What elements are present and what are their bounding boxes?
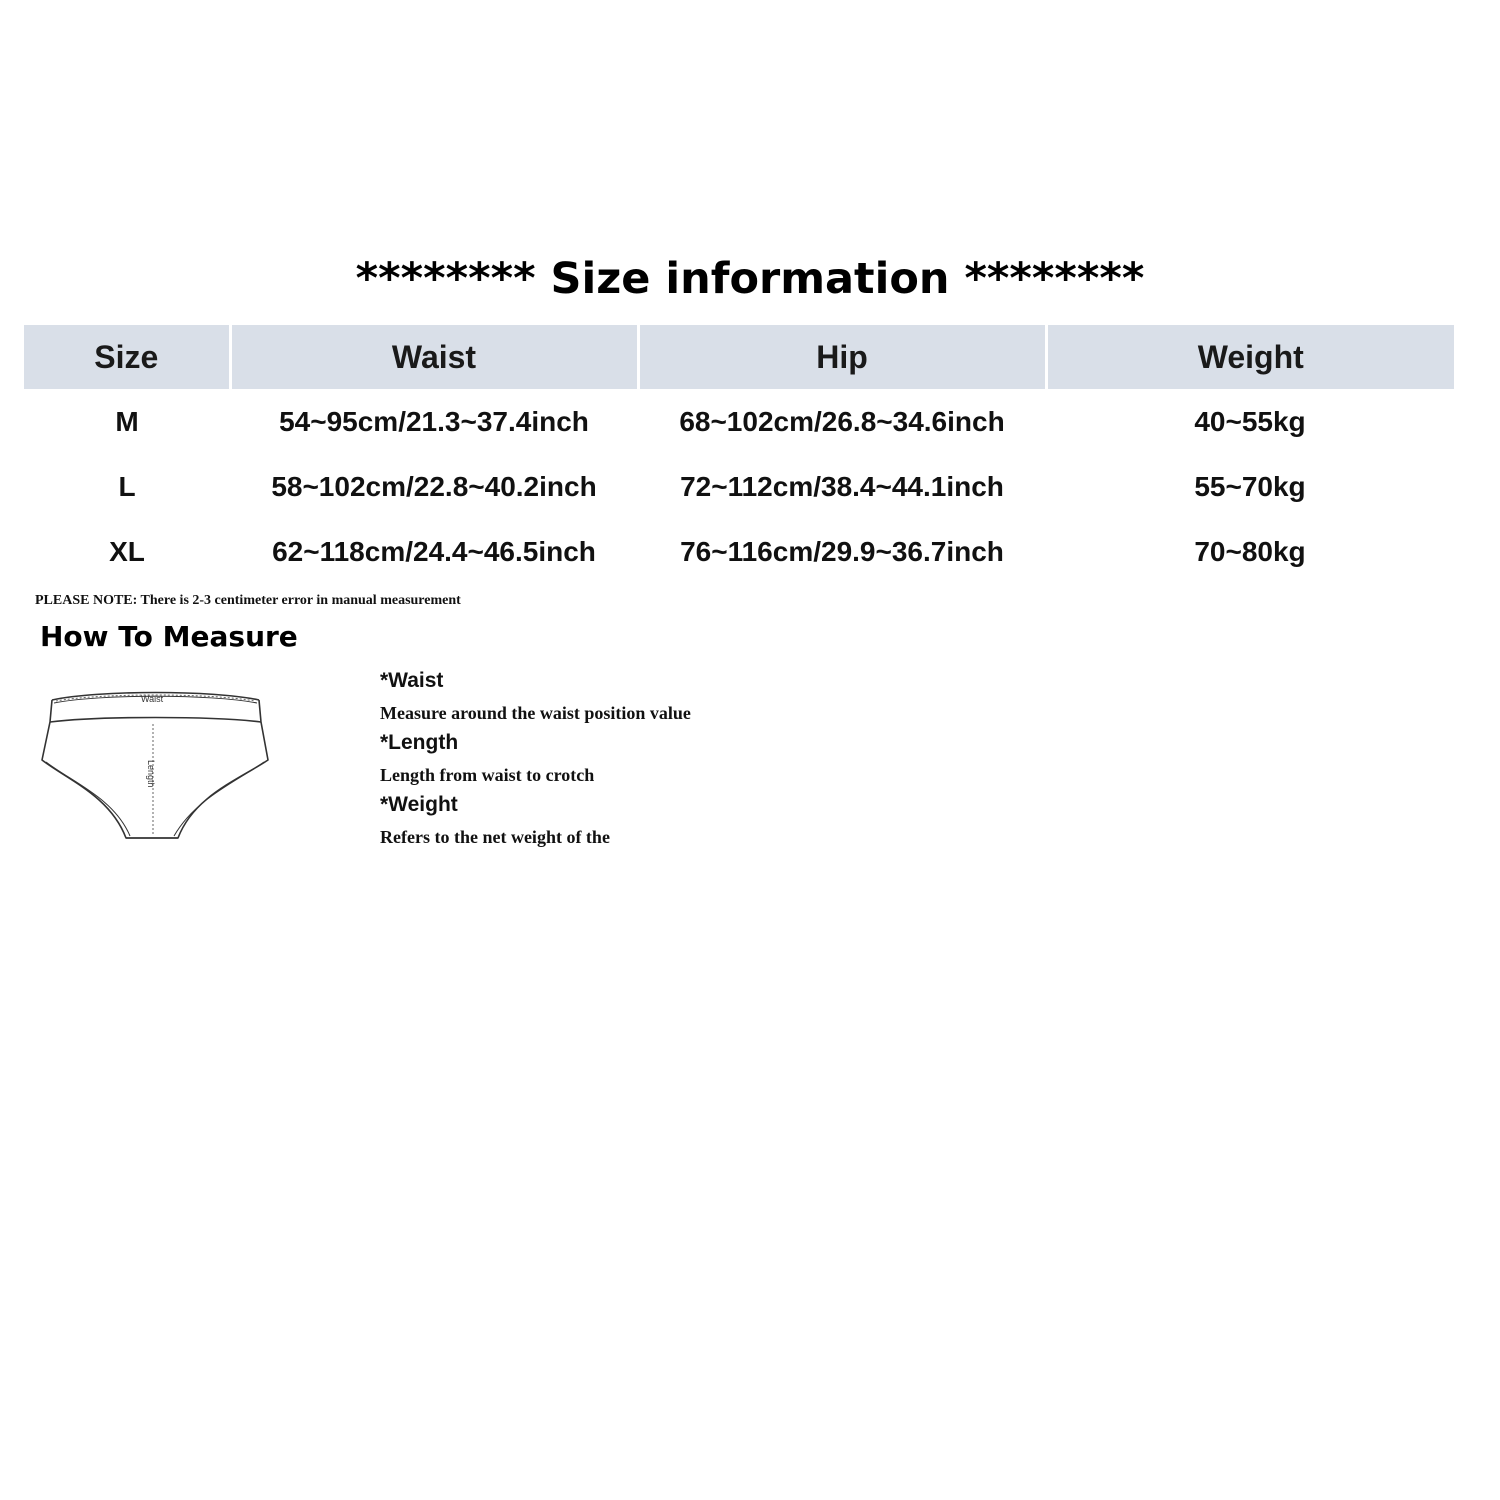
cell-size: L (118, 470, 136, 502)
length-description: Length from waist to crotch (380, 765, 595, 785)
diagram-waist-label: Waist (141, 694, 164, 704)
how-to-measure-title: How To Measure (40, 620, 298, 653)
size-table (24, 325, 1454, 584)
cell-hip: 72~112cm/38.4~44.1inch (680, 470, 1004, 502)
briefs-outline-icon (38, 688, 273, 848)
cell-weight: 55~70kg (1194, 470, 1306, 502)
header-hip: Hip (638, 325, 1046, 389)
header-weight: Weight (1046, 325, 1454, 389)
cell-size: XL (109, 535, 145, 567)
weight-description: Refers to the net weight of the (380, 827, 610, 847)
cell-size: M (115, 405, 139, 437)
table-row (24, 519, 1454, 584)
length-heading: *Length (380, 731, 459, 754)
diagram-length-label: Length (146, 760, 156, 788)
cell-waist: 54~95cm/21.3~37.4inch (279, 405, 589, 437)
cell-hip: 76~116cm/29.9~36.7inch (680, 535, 1004, 567)
table-row (24, 389, 1454, 454)
measure-instructions (380, 668, 980, 854)
page-title: ******** Size information ******** (355, 254, 1145, 304)
cell-weight: 70~80kg (1194, 535, 1306, 567)
weight-heading: *Weight (380, 793, 458, 816)
measurement-note: PLEASE NOTE: There is 2-3 centimeter error in manual measurement (35, 593, 461, 608)
header-waist: Waist (230, 325, 638, 389)
header-size: Size (24, 325, 230, 389)
cell-weight: 40~55kg (1194, 405, 1306, 437)
cell-waist: 62~118cm/24.4~46.5inch (272, 535, 596, 567)
table-row (24, 454, 1454, 519)
cell-waist: 58~102cm/22.8~40.2inch (271, 470, 597, 502)
cell-hip: 68~102cm/26.8~34.6inch (679, 405, 1005, 437)
waist-heading: *Waist (380, 669, 444, 692)
waist-description: Measure around the waist position value (380, 703, 691, 723)
table-header-row (24, 325, 1454, 389)
